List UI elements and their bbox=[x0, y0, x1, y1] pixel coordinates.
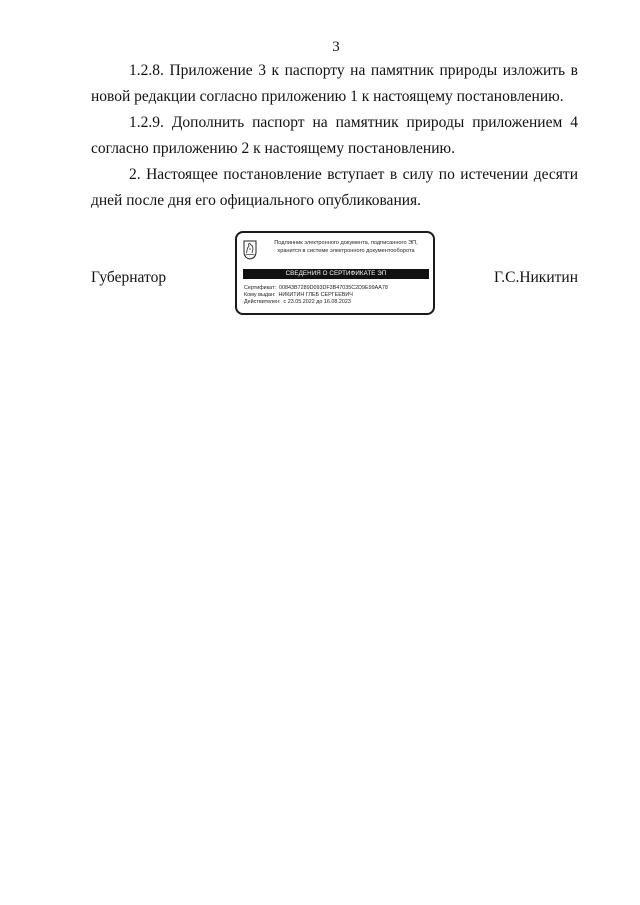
signer-title: Губернатор bbox=[91, 269, 167, 286]
paragraph-1-2-8: 1.2.8. Приложение 3 к паспорту на памятник природы изложить в новой редакции согласно приложению 1 к настоящему постановлению. bbox=[91, 62, 578, 105]
stamp-header-line-1: Подлинник электронного документа, подписанного ЭП, bbox=[274, 240, 418, 246]
paragraph-1-2-9: 1.2.9. Дополнить паспорт на памятник природы приложением 4 согласно приложению 2 к настоящему постановлению. bbox=[91, 114, 578, 157]
certificate-value: 00843B7289D093DF3B47035C2D9E99AA78 bbox=[279, 285, 388, 291]
owner-value: НИКИТИН ГЛЕБ СЕРГЕЕВИЧ bbox=[278, 292, 353, 299]
electronic-signature-stamp bbox=[235, 231, 435, 315]
certificate-line bbox=[244, 285, 430, 292]
stamp-header-line-2: хранится в системе электронного документооборота bbox=[277, 247, 415, 254]
document-body bbox=[91, 58, 578, 214]
validity-label: Действителен: bbox=[244, 299, 281, 306]
stamp-certificate-banner: СВЕДЕНИЯ О СЕРТИФИКАТЕ ЭП bbox=[243, 269, 429, 279]
stamp-details bbox=[244, 285, 430, 307]
validity-value: с 23.05.2022 до 16.08.2023 bbox=[283, 299, 351, 306]
signer-name: Г.С.Никитин bbox=[494, 269, 578, 286]
stamp-header bbox=[261, 240, 431, 255]
page-number: 3 bbox=[332, 39, 340, 55]
certificate-label: Сертификат: bbox=[244, 285, 277, 291]
owner-label: Кому выдан: bbox=[244, 292, 276, 299]
paragraph-2: 2. Настоящее постановление вступает в силу по истечении десяти дней после дня его официального опубликования. bbox=[91, 166, 578, 209]
coat-of-arms-icon bbox=[243, 240, 257, 260]
validity-line bbox=[244, 299, 430, 306]
